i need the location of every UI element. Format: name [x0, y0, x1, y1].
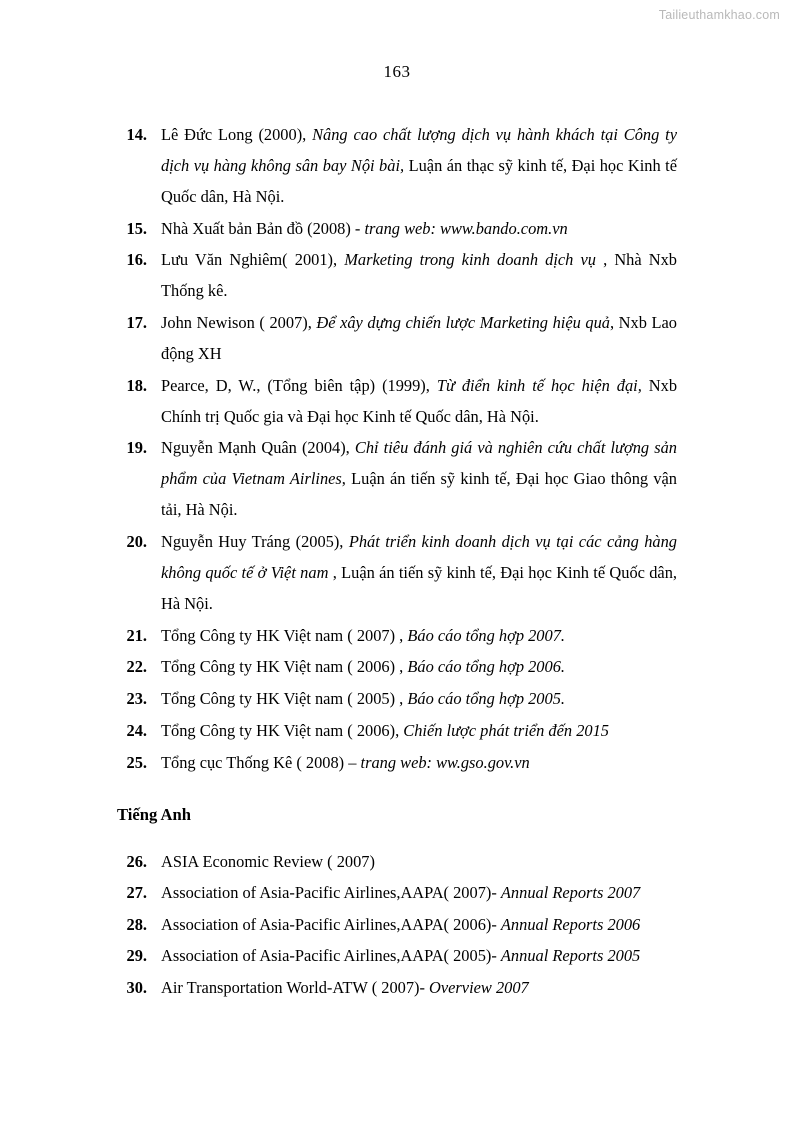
reference-number: 16. — [126, 250, 147, 270]
reference-title-italic: trang web: ww.gso.gov.vn — [360, 752, 530, 772]
reference-item — [117, 973, 677, 1004]
reference-text — [161, 438, 677, 519]
reference-title-italic: trang web: www.bando.com.vn — [364, 218, 568, 238]
reference-number: 17. — [126, 313, 147, 333]
reference-item — [117, 120, 677, 213]
reference-number: 15. — [126, 218, 147, 238]
reference-text-plain: Lưu Văn Nghiêm( 2001), — [161, 250, 345, 270]
reference-text — [161, 852, 375, 871]
reference-number: 18. — [126, 375, 147, 395]
reference-text — [161, 125, 677, 206]
reference-title-italic: Phát triển kinh doanh dịch vụ tại các cảng hàng không quốc tế ở Việt nam — [161, 531, 677, 582]
reference-text-plain: Tổng Công ty HK Việt nam ( 2005) , — [161, 689, 408, 709]
reference-item — [117, 433, 677, 526]
reference-text-plain: John Newison ( 2007), — [161, 313, 317, 333]
reference-text-plain: Nguyễn Mạnh Quân (2004), — [161, 438, 355, 458]
reference-text — [161, 753, 530, 772]
reference-text — [161, 946, 640, 965]
reference-number: 14. — [126, 125, 147, 144]
reference-number: 30. — [126, 977, 147, 997]
reference-text — [161, 915, 640, 934]
reference-text — [161, 219, 568, 238]
reference-text-plain: Tổng cục Thống Kê ( 2008) – — [161, 752, 361, 772]
reference-text-plain: ASIA Economic Review ( 2007) — [161, 851, 375, 871]
reference-item — [117, 245, 677, 307]
reference-item — [117, 716, 677, 747]
reference-item — [117, 684, 677, 715]
reference-text-plain: , Nhà Nxb Thống kê. — [161, 250, 677, 301]
reference-title-italic: Annual Reports 2006 — [500, 914, 641, 934]
reference-text — [161, 657, 565, 676]
reference-title-italic: Overview 2007 — [429, 977, 529, 997]
reference-text — [161, 689, 565, 708]
reference-text — [161, 376, 677, 426]
reference-list-english — [117, 847, 677, 1004]
reference-text-plain: , Luận án tiến sỹ kinh tế, Đại học Giao thông vận tải, Hà Nội. — [161, 469, 677, 520]
reference-item — [117, 527, 677, 620]
reference-text-plain: Nguyễn Huy Tráng (2005), — [161, 531, 349, 551]
reference-item — [117, 910, 677, 941]
reference-number: 27. — [126, 883, 147, 903]
reference-item — [117, 621, 677, 652]
reference-text-plain: Nxb Chính trị Quốc gia và Đại học Kinh tế Quốc dân, Hà Nội. — [161, 375, 678, 426]
reference-item — [117, 308, 677, 370]
reference-text-plain: Tổng Công ty HK Việt nam ( 2007) , — [161, 625, 408, 645]
reference-number: 25. — [126, 752, 147, 772]
reference-item — [117, 941, 677, 972]
reference-title-italic: Báo cáo tổng hợp 2005. — [407, 689, 565, 709]
section-heading-english: Tiếng Anh — [117, 804, 191, 824]
reference-text-plain: Air Transportation World-ATW ( 2007)- — [161, 977, 430, 997]
reference-text — [161, 626, 565, 645]
reference-item — [117, 847, 677, 878]
reference-text — [161, 978, 529, 997]
reference-number: 20. — [126, 531, 147, 551]
reference-text — [161, 721, 609, 740]
site-watermark: Tailieuthamkhao.com — [658, 8, 780, 22]
reference-text-plain: Association of Asia-Pacific Airlines,AAPA( 2005)- — [161, 946, 501, 966]
reference-item — [117, 748, 677, 779]
page-content — [117, 82, 677, 1003]
reference-text-plain: Association of Asia-Pacific Airlines,AAPA( 2006)- — [161, 914, 501, 934]
reference-number: 21. — [126, 625, 147, 645]
reference-text-plain: Tổng Công ty HK Việt nam ( 2006) , — [161, 657, 408, 677]
page-number: 163 — [383, 62, 411, 81]
reference-title-italic: Báo cáo tổng hợp 2006. — [407, 657, 565, 677]
reference-title-italic: Chỉ tiêu đánh giá và nghiên cứu chất lượng sản phẩm của Vietnam Airlines — [161, 438, 677, 489]
reference-list-vietnamese — [117, 120, 677, 779]
reference-text-plain: Pearce, D, W., (Tổng biên tập) (1999), — [161, 375, 437, 395]
reference-number: 24. — [126, 721, 147, 741]
reference-text-plain: Tổng Công ty HK Việt nam ( 2006), — [161, 721, 404, 741]
reference-text — [161, 883, 640, 902]
reference-text — [161, 250, 677, 300]
reference-text — [161, 532, 677, 613]
reference-number: 22. — [126, 657, 147, 677]
reference-text-plain: , Luận án tiến sỹ kinh tế, Đại học Kinh tế Quốc dân, Hà Nội. — [161, 562, 677, 613]
reference-text-plain: Association of Asia-Pacific Airlines,AAPA( 2007)- — [161, 883, 501, 903]
reference-number: 28. — [126, 914, 147, 934]
reference-text — [161, 313, 677, 363]
reference-title-italic: Từ điển kinh tế học hiện đại, — [436, 375, 642, 395]
reference-item — [117, 371, 677, 433]
reference-text-plain: Lê Đức Long (2000), — [161, 125, 313, 144]
reference-title-italic: Marketing trong kinh doanh dịch vụ — [344, 250, 596, 270]
reference-number: 26. — [126, 851, 147, 871]
reference-item — [117, 652, 677, 683]
reference-number: 19. — [126, 438, 147, 458]
reference-text-plain: , Nxb Lao động XH — [161, 313, 677, 363]
reference-title-italic: Annual Reports 2007 — [500, 883, 641, 903]
reference-number: 29. — [126, 946, 147, 966]
reference-title-italic: Nâng cao chất lượng dịch vụ hành khách tại Công ty dịch vụ hàng không sân bay Nội bài, — [161, 125, 677, 175]
reference-title-italic: Báo cáo tổng hợp 2007. — [407, 625, 565, 645]
reference-item — [117, 878, 677, 909]
reference-number: 23. — [126, 689, 147, 709]
reference-title-italic: Annual Reports 2005 — [500, 946, 641, 966]
reference-text-plain: Nhà Xuất bản Bản đồ (2008) - — [161, 218, 365, 238]
reference-item — [117, 214, 677, 245]
reference-title-italic: Để xây dựng chiến lược Marketing hiệu quả — [316, 313, 610, 333]
reference-title-italic: Chiến lược phát triển đến 2015 — [403, 721, 609, 741]
reference-text-plain: Luận án thạc sỹ kinh tế, Đại học Kinh tế Quốc dân, Hà Nội. — [161, 155, 677, 206]
